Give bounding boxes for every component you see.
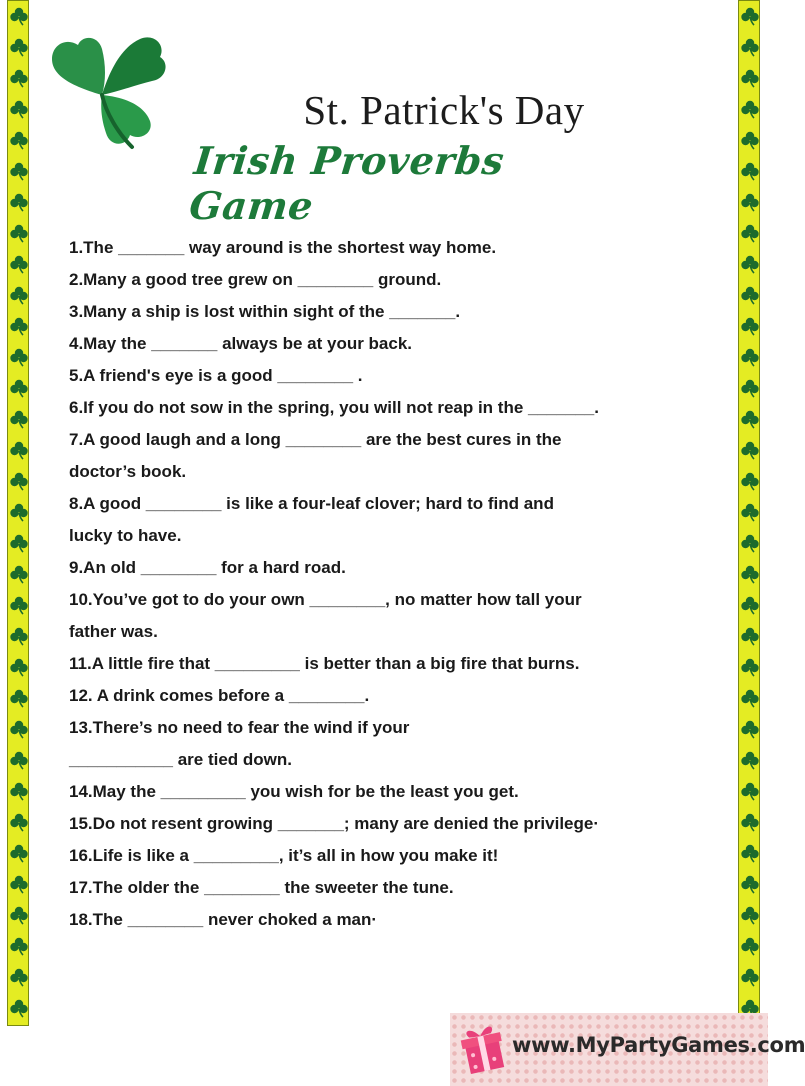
proverb-line: 15.Do not resent growing _______; many are denied the privilege· — [69, 814, 599, 833]
proverb-line: 8.A good ________ is like a four-leaf clover; hard to find and — [69, 494, 554, 513]
proverbs-list — [69, 232, 709, 936]
title-main-text: St. Patrick's Day — [303, 87, 585, 133]
proverb-line: 2.Many a good tree grew on ________ ground. — [69, 270, 442, 289]
gift-box-icon — [458, 1019, 508, 1075]
proverb-line: 17.The older the ________ the sweeter the tune. — [69, 878, 454, 897]
proverb-line: 6.If you do not sow in the spring, you will not reap in the _______. — [69, 398, 599, 417]
proverb-line: 7.A good laugh and a long ________ are the best cures in the — [69, 430, 562, 449]
proverb-line: 11.A little fire that _________ is better than a big fire that burns. — [69, 654, 580, 673]
proverb-line: 3.Many a ship is lost within sight of the _______. — [69, 302, 461, 321]
proverb-line: 1.The _______ way around is the shortest way home. — [69, 238, 497, 257]
proverb-line: 9.An old ________ for a hard road. — [69, 558, 346, 577]
proverb-line: 16.Life is like a _________, it’s all in how you make it! — [69, 846, 499, 865]
right-shamrock-border — [738, 0, 760, 1015]
page-title — [0, 86, 768, 134]
shamrock-border-pattern-left — [8, 1, 30, 1027]
proverb-line-continued: ___________ are tied down. — [69, 750, 293, 769]
shamrock-border-pattern-right — [739, 1, 761, 1016]
page-subtitle: Irish Proverbs Game — [187, 138, 507, 228]
proverb-line: 13.There’s no need to fear the wind if your — [69, 718, 410, 737]
proverb-line-continued: lucky to have. — [69, 526, 182, 545]
proverb-line-continued: father was. — [69, 622, 158, 641]
proverb-line-continued: doctor’s book. — [69, 462, 187, 481]
proverb-line: 4.May the _______ always be at your back. — [69, 334, 413, 353]
footer-banner — [450, 1013, 805, 1086]
proverb-line: 10.You’ve got to do your own ________, no matter how tall your — [69, 590, 582, 609]
proverb-line: 18.The ________ never choked a man· — [69, 910, 378, 929]
proverb-line: 5.A friend's eye is a good ________ . — [69, 366, 363, 385]
website-url[interactable]: www.MyPartyGames.com — [512, 1033, 805, 1057]
proverb-line: 12. A drink comes before a ________. — [69, 686, 370, 705]
proverb-line: 14.May the _________ you wish for be the least you get. — [69, 782, 519, 801]
left-shamrock-border — [7, 0, 29, 1026]
